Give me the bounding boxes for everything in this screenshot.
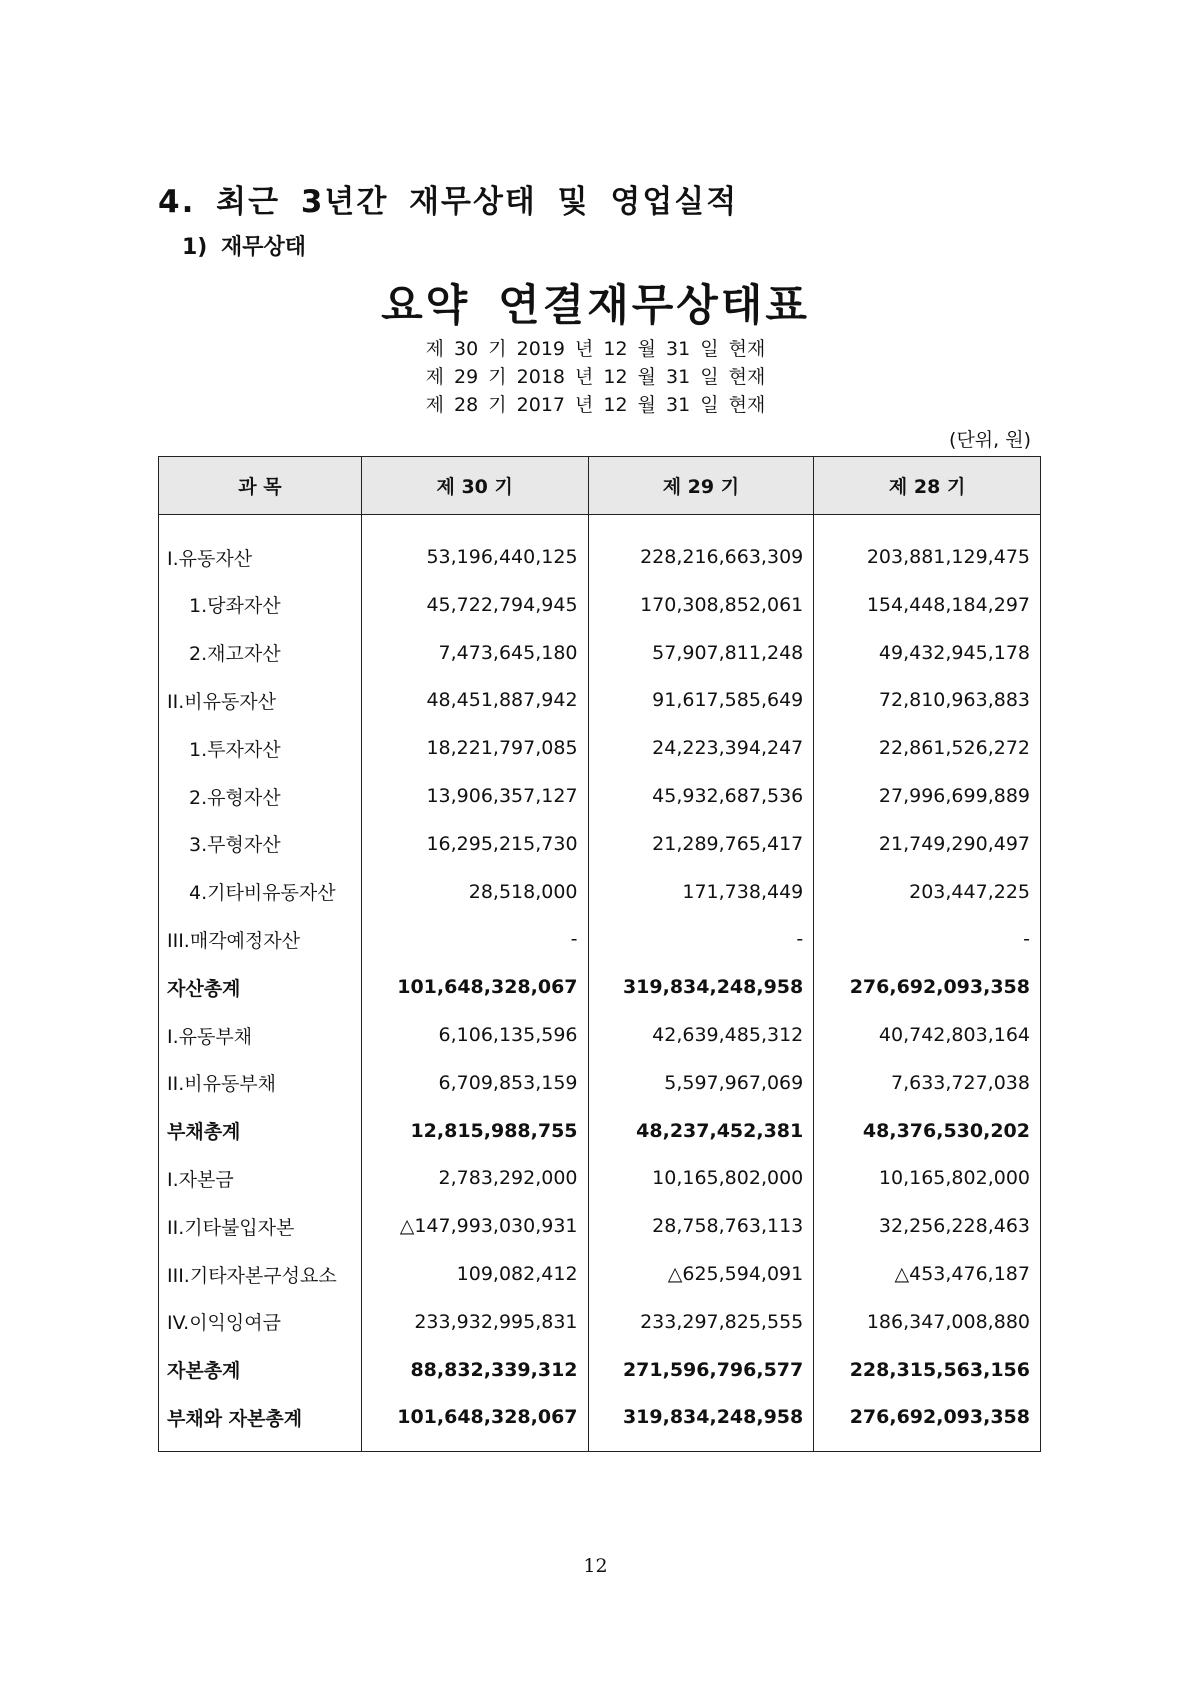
table-row <box>159 1011 1041 1059</box>
row-label: I.유동부채 <box>159 1011 362 1059</box>
row-label: I.자본금 <box>159 1155 362 1203</box>
table-row <box>159 1155 1041 1203</box>
value-28: 228,315,563,156 <box>814 1346 1041 1394</box>
value-28: 48,376,530,202 <box>814 1107 1041 1155</box>
table-row <box>159 868 1041 916</box>
value-29: 171,738,449 <box>588 868 814 916</box>
value-30: 16,295,215,730 <box>361 820 588 868</box>
row-label: II.기타불입자본 <box>159 1202 362 1250</box>
table-row-total <box>159 1394 1041 1452</box>
value-29: 228,216,663,309 <box>588 515 814 582</box>
value-28: 22,861,526,272 <box>814 724 1041 772</box>
value-30: 109,082,412 <box>361 1250 588 1298</box>
value-28: 40,742,803,164 <box>814 1011 1041 1059</box>
value-29: 10,165,802,000 <box>588 1155 814 1203</box>
row-label: 3.무형자산 <box>159 820 362 868</box>
row-label: II.비유동자산 <box>159 677 362 725</box>
page-number: 12 <box>583 1555 608 1577</box>
value-29: 170,308,852,061 <box>588 581 814 629</box>
value-28: 276,692,093,358 <box>814 963 1041 1011</box>
value-28: 186,347,008,880 <box>814 1298 1041 1346</box>
row-label: 부채와 자본총계 <box>159 1394 362 1452</box>
value-29: 24,223,394,247 <box>588 724 814 772</box>
row-label: 4.기타비유동자산 <box>159 868 362 916</box>
table-row <box>159 1250 1041 1298</box>
value-28: 49,432,945,178 <box>814 629 1041 677</box>
value-29: 28,758,763,113 <box>588 1202 814 1250</box>
period-line-29: 제 29 기 2018 년 12 월 31 일 현재 <box>425 366 766 388</box>
value-30: 18,221,797,085 <box>361 724 588 772</box>
table-row <box>159 1202 1041 1250</box>
table-row <box>159 772 1041 820</box>
value-29: 233,297,825,555 <box>588 1298 814 1346</box>
table-header-row <box>159 457 1041 515</box>
row-label: 2.재고자산 <box>159 629 362 677</box>
header-period-29: 제 29 기 <box>588 457 814 515</box>
row-label: 1.당좌자산 <box>159 581 362 629</box>
value-28: 10,165,802,000 <box>814 1155 1041 1203</box>
financial-position-table <box>158 456 1041 1452</box>
value-28: - <box>814 916 1041 964</box>
value-29: 319,834,248,958 <box>588 1394 814 1452</box>
value-30: 7,473,645,180 <box>361 629 588 677</box>
value-28: 154,448,184,297 <box>814 581 1041 629</box>
value-30: 6,709,853,159 <box>361 1059 588 1107</box>
value-29: 57,907,811,248 <box>588 629 814 677</box>
value-30: - <box>361 916 588 964</box>
row-label: III.매각예정자산 <box>159 916 362 964</box>
row-label: 자본총계 <box>159 1346 362 1394</box>
value-28: 276,692,093,358 <box>814 1394 1041 1452</box>
table-row <box>159 820 1041 868</box>
period-line-30: 제 30 기 2019 년 12 월 31 일 현재 <box>425 338 766 360</box>
row-label: II.비유동부채 <box>159 1059 362 1107</box>
value-30: 48,451,887,942 <box>361 677 588 725</box>
value-28: △453,476,187 <box>814 1250 1041 1298</box>
value-28: 21,749,290,497 <box>814 820 1041 868</box>
value-30: 53,196,440,125 <box>361 515 588 582</box>
value-28: 27,996,699,889 <box>814 772 1041 820</box>
value-30: 101,648,328,067 <box>361 1394 588 1452</box>
row-label: 자산총계 <box>159 963 362 1011</box>
table-row <box>159 724 1041 772</box>
row-label: I.유동자산 <box>159 515 362 582</box>
row-label: 부채총계 <box>159 1107 362 1155</box>
value-30: 88,832,339,312 <box>361 1346 588 1394</box>
value-30: 12,815,988,755 <box>361 1107 588 1155</box>
value-29: 5,597,967,069 <box>588 1059 814 1107</box>
table-row <box>159 1059 1041 1107</box>
value-30: 2,783,292,000 <box>361 1155 588 1203</box>
value-30: 45,722,794,945 <box>361 581 588 629</box>
row-label: IV.이익잉여금 <box>159 1298 362 1346</box>
value-30: 233,932,995,831 <box>361 1298 588 1346</box>
value-29: 45,932,687,536 <box>588 772 814 820</box>
unit-note: (단위, 원) <box>949 429 1031 451</box>
row-label: 1.투자자산 <box>159 724 362 772</box>
value-29: 319,834,248,958 <box>588 963 814 1011</box>
value-28: 32,256,228,463 <box>814 1202 1041 1250</box>
value-28: 72,810,963,883 <box>814 677 1041 725</box>
period-line-28: 제 28 기 2017 년 12 월 31 일 현재 <box>425 394 766 416</box>
table-row <box>159 677 1041 725</box>
table-row <box>159 629 1041 677</box>
sub-section-title: 1) 재무상태 <box>182 235 307 260</box>
table-row <box>159 581 1041 629</box>
value-30: 13,906,357,127 <box>361 772 588 820</box>
header-period-30: 제 30 기 <box>361 457 588 515</box>
reporting-periods <box>0 335 1191 419</box>
value-28: 7,633,727,038 <box>814 1059 1041 1107</box>
header-account: 과 목 <box>159 457 362 515</box>
row-label: 2.유형자산 <box>159 772 362 820</box>
section-title: 4. 최근 3년간 재무상태 및 영업실적 <box>158 184 739 220</box>
table-row <box>159 1298 1041 1346</box>
header-period-28: 제 28 기 <box>814 457 1041 515</box>
table-row <box>159 515 1041 582</box>
table-row-total <box>159 963 1041 1011</box>
value-29: △625,594,091 <box>588 1250 814 1298</box>
statement-title: 요약 연결재무상태표 <box>381 281 810 331</box>
value-28: 203,447,225 <box>814 868 1041 916</box>
value-30: 6,106,135,596 <box>361 1011 588 1059</box>
value-29: 91,617,585,649 <box>588 677 814 725</box>
value-30: 101,648,328,067 <box>361 963 588 1011</box>
table-row <box>159 916 1041 964</box>
value-29: 271,596,796,577 <box>588 1346 814 1394</box>
value-29: - <box>588 916 814 964</box>
row-label: III.기타자본구성요소 <box>159 1250 362 1298</box>
value-30: 28,518,000 <box>361 868 588 916</box>
value-29: 42,639,485,312 <box>588 1011 814 1059</box>
value-30: △147,993,030,931 <box>361 1202 588 1250</box>
value-29: 48,237,452,381 <box>588 1107 814 1155</box>
table-row-total <box>159 1107 1041 1155</box>
table-row-total <box>159 1346 1041 1394</box>
value-28: 203,881,129,475 <box>814 515 1041 582</box>
value-29: 21,289,765,417 <box>588 820 814 868</box>
